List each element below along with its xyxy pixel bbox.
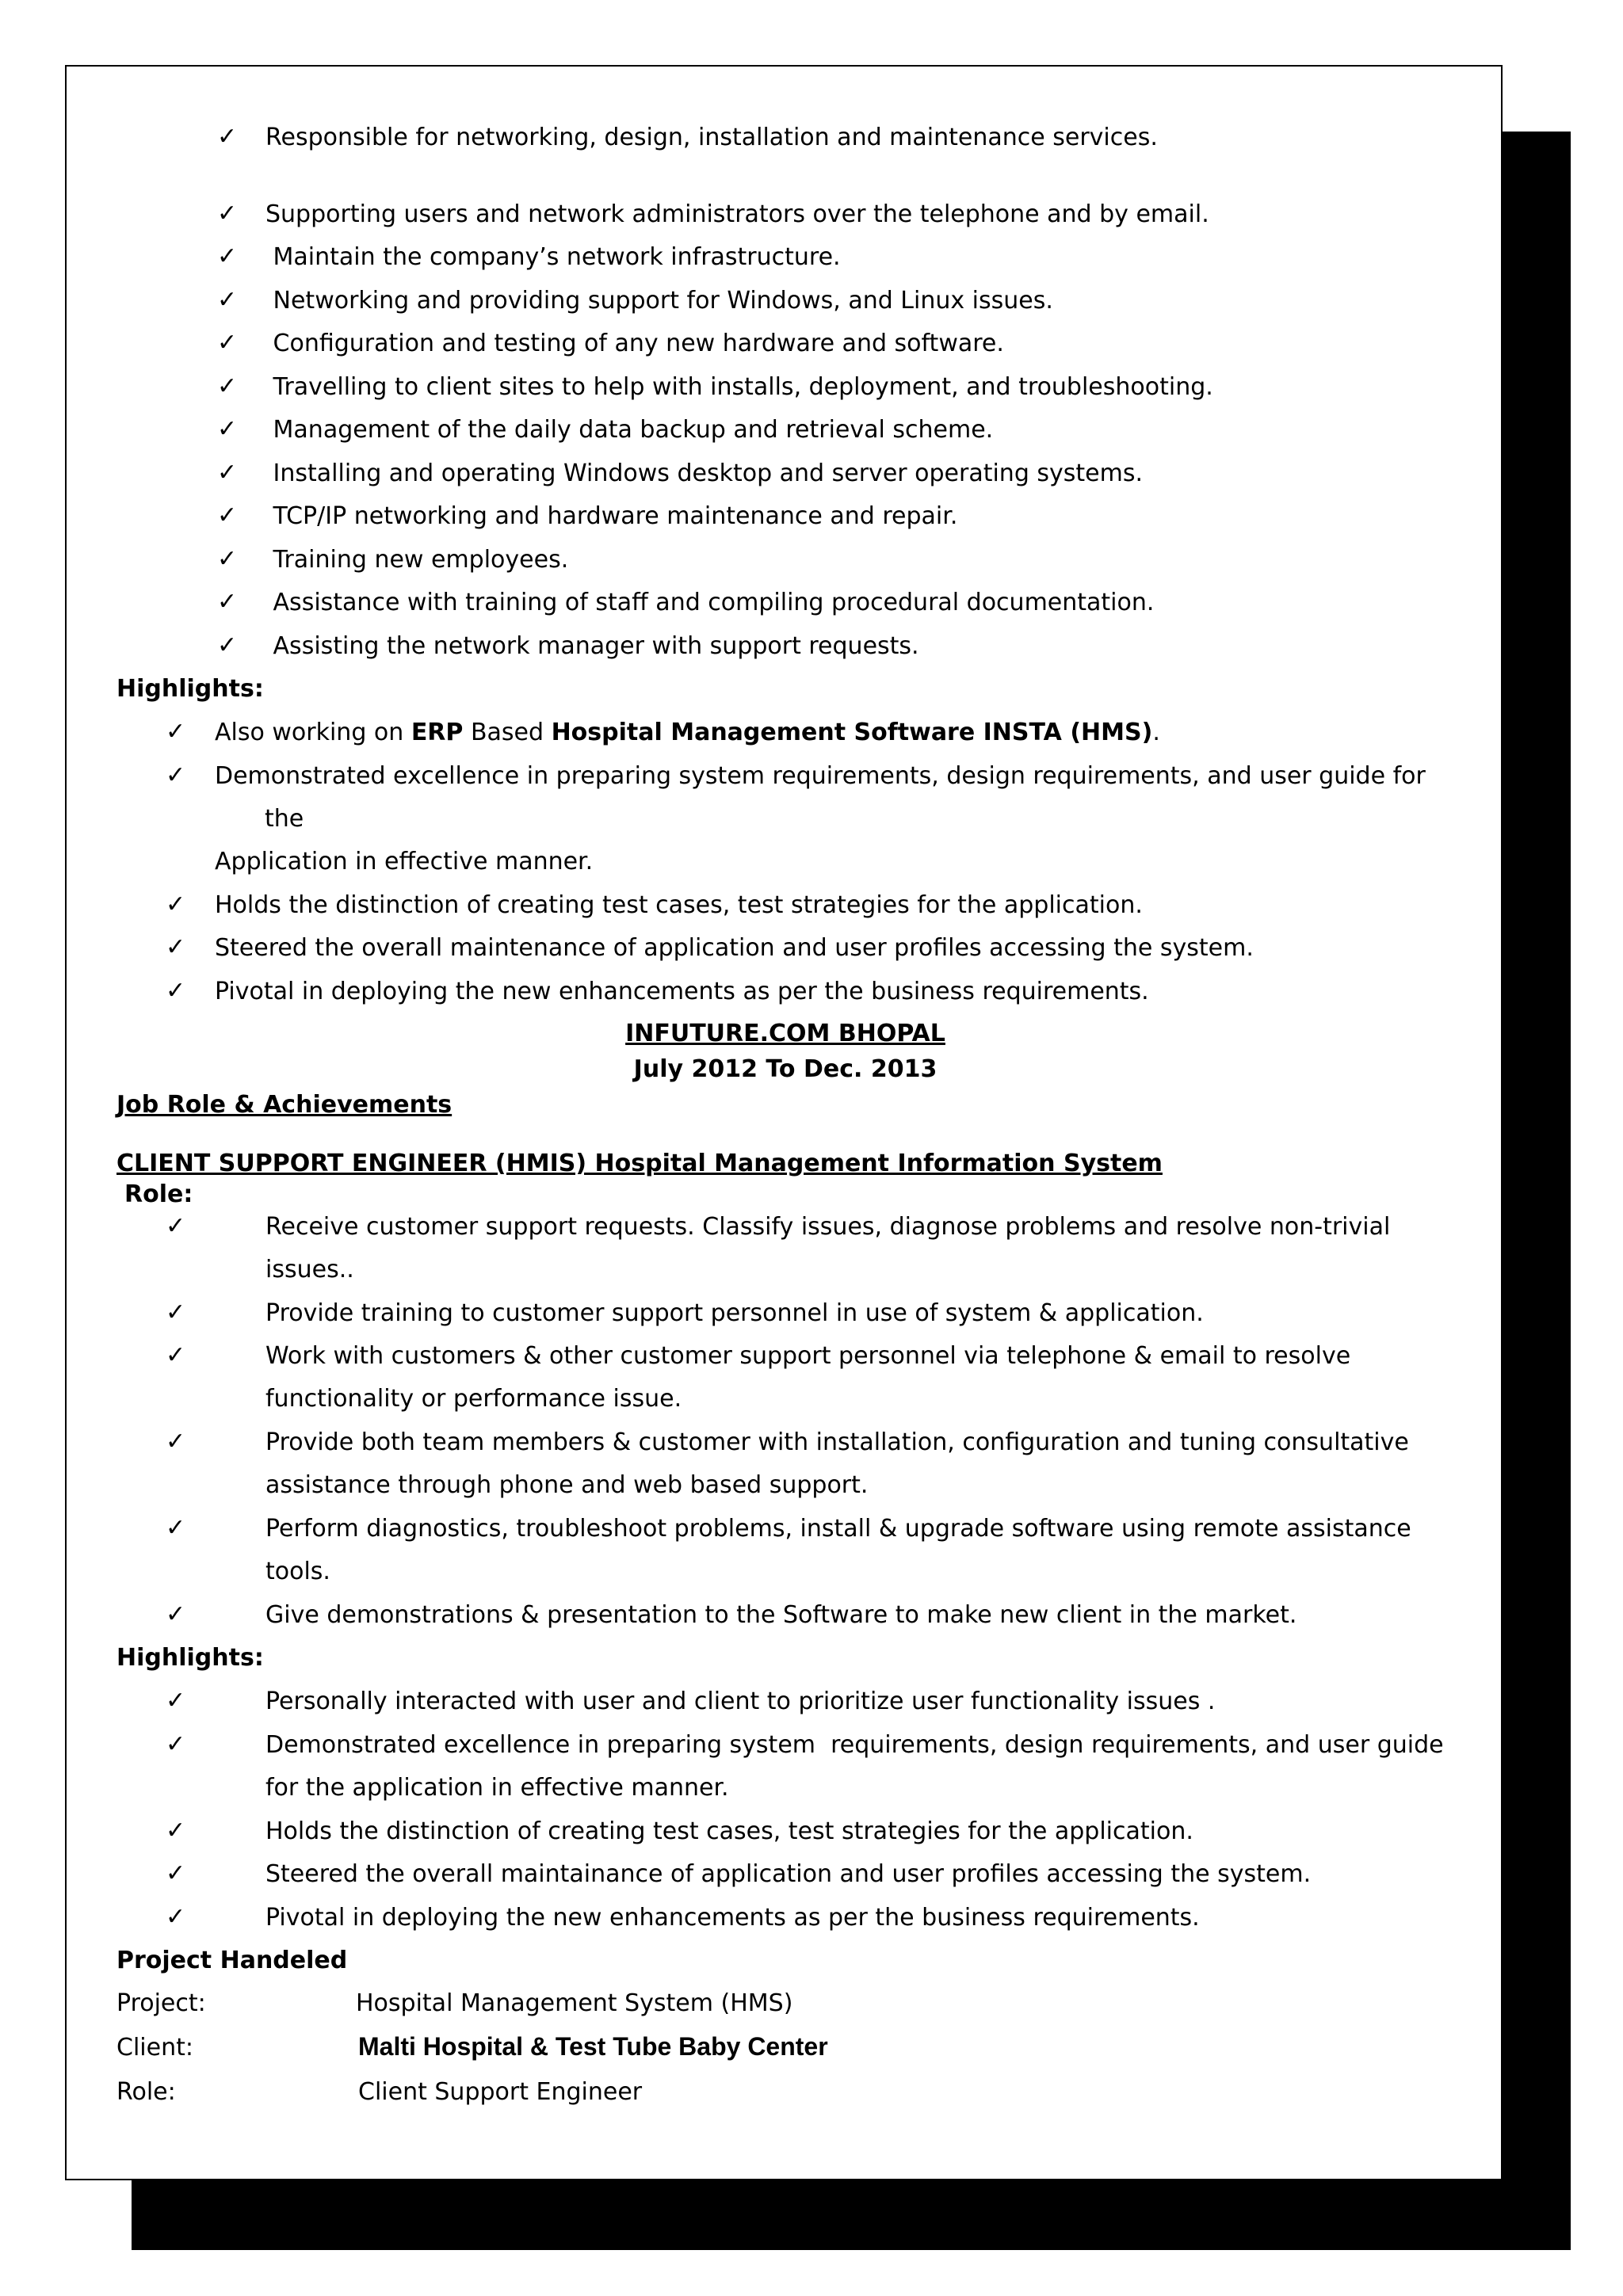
check-icon: ✓	[166, 933, 186, 961]
check-icon: ✓	[166, 891, 186, 918]
highlight-item-continuation: the	[265, 805, 304, 833]
check-icon: ✓	[166, 977, 186, 1005]
role-item: Work with customers & other customer support personnel via telephone & email to resolve	[265, 1342, 1351, 1370]
highlights-heading: Highlights:	[116, 1644, 264, 1672]
check-icon: ✓	[166, 1299, 186, 1326]
highlight-item: Holds the distinction of creating test cases, test strategies for the application.	[215, 891, 1143, 919]
resume-page	[65, 65, 1503, 2180]
role-item: Receive customer support requests. Classify issues, diagnose problems and resolve non-trivial	[265, 1213, 1391, 1241]
check-icon: ✓	[166, 1687, 186, 1714]
duty-item: Responsible for networking, design, installation and maintenance services.	[265, 124, 1158, 151]
highlight-item: Pivotal in deploying the new enhancements as per the business requirements.	[265, 1904, 1200, 1932]
project-label: Project:	[116, 1989, 206, 2017]
highlight-item: Steered the overall maintainance of application and user profiles accessing the system.	[265, 1860, 1312, 1888]
role-item-continuation: functionality or performance issue.	[265, 1385, 682, 1413]
highlight-item: Demonstrated excellence in preparing system requirements, design requirements, and user guide for	[215, 762, 1426, 790]
check-icon: ✓	[217, 242, 238, 270]
check-icon: ✓	[166, 1730, 186, 1758]
check-icon: ✓	[166, 1212, 186, 1240]
duty-item: Supporting users and network administrators over the telephone and by email.	[265, 200, 1209, 228]
role-heading: Role:	[124, 1180, 193, 1208]
check-icon: ✓	[217, 459, 238, 486]
check-icon: ✓	[166, 1341, 186, 1369]
duty-item: Assistance with training of staff and compiling procedural documentation.	[265, 589, 1155, 616]
company-name: INFUTURE.COM BHOPAL	[625, 1020, 945, 1047]
employment-period: July 2012 To Dec. 2013	[633, 1055, 938, 1083]
highlight-item-continuation: Application in effective manner.	[215, 848, 594, 875]
check-icon: ✓	[166, 761, 186, 789]
highlight-item: Demonstrated excellence in preparing system requirements, design requirements, and user guide	[265, 1731, 1444, 1759]
role-item-continuation: assistance through phone and web based support.	[265, 1471, 869, 1499]
check-icon: ✓	[217, 200, 238, 227]
check-icon: ✓	[166, 718, 186, 746]
check-icon: ✓	[166, 1903, 186, 1931]
position-title: CLIENT SUPPORT ENGINEER (HMIS) Hospital Management Information System	[116, 1150, 1163, 1177]
role-item-continuation: issues..	[265, 1256, 354, 1283]
check-icon: ✓	[166, 1600, 186, 1628]
duty-item: Assisting the network manager with support requests.	[265, 632, 919, 660]
duty-item: Configuration and testing of any new hardware and software.	[265, 330, 1004, 357]
project-value: Hospital Management System (HMS)	[356, 1989, 793, 2017]
client-value: Malti Hospital & Test Tube Baby Center	[358, 2032, 828, 2061]
highlight-item: Holds the distinction of creating test cases, test strategies for the application.	[265, 1817, 1193, 1845]
role-item: Provide both team members & customer with installation, configuration and tuning consultative	[265, 1428, 1409, 1456]
check-icon: ✓	[166, 1859, 186, 1887]
check-icon: ✓	[166, 1514, 186, 1542]
check-icon: ✓	[217, 631, 238, 659]
job-role-heading: Job Role & Achievements	[116, 1091, 453, 1119]
role-item: Provide training to customer support personnel in use of system & application.	[265, 1299, 1204, 1327]
check-icon: ✓	[217, 329, 238, 357]
check-icon: ✓	[217, 372, 238, 400]
highlight-item: Personally interacted with user and client to prioritize user functionality issues .	[265, 1688, 1216, 1715]
duty-item: Travelling to client sites to help with installs, deployment, and troubleshooting.	[265, 373, 1213, 401]
project-heading: Project Handeled	[116, 1947, 348, 1974]
check-icon: ✓	[217, 286, 238, 314]
check-icon: ✓	[217, 588, 238, 616]
check-icon: ✓	[217, 545, 238, 573]
highlights-heading: Highlights:	[116, 675, 264, 703]
duty-item: Training new employees.	[265, 546, 569, 574]
highlight-item-continuation: for the application in effective manner.	[265, 1774, 729, 1802]
duty-item: Management of the daily data backup and retrieval scheme.	[265, 416, 994, 444]
role-item: Perform diagnostics, troubleshoot problems, install & upgrade software using remote assistance	[265, 1515, 1411, 1543]
check-icon: ✓	[217, 502, 238, 529]
duty-item: Installing and operating Windows desktop and server operating systems.	[265, 460, 1144, 487]
role-label: Role:	[116, 2078, 176, 2106]
check-icon: ✓	[217, 415, 238, 443]
check-icon: ✓	[217, 123, 238, 151]
highlight-item: Pivotal in deploying the new enhancements as per the business requirements.	[215, 978, 1149, 1005]
check-icon: ✓	[166, 1428, 186, 1455]
duty-item: Maintain the company’s network infrastructure.	[265, 243, 841, 271]
role-item-continuation: tools.	[265, 1558, 330, 1585]
duty-item: Networking and providing support for Windows, and Linux issues.	[265, 287, 1053, 315]
role-value: Client Support Engineer	[358, 2078, 643, 2106]
client-label: Client:	[116, 2034, 193, 2061]
check-icon: ✓	[166, 1817, 186, 1844]
highlight-item: Also working on ERP Based Hospital Management Software INSTA (HMS).	[215, 719, 1160, 746]
duty-item: TCP/IP networking and hardware maintenance and repair.	[265, 502, 958, 530]
role-item: Give demonstrations & presentation to the Software to make new client in the market.	[265, 1601, 1297, 1629]
highlight-item: Steered the overall maintenance of application and user profiles accessing the system.	[215, 934, 1254, 962]
